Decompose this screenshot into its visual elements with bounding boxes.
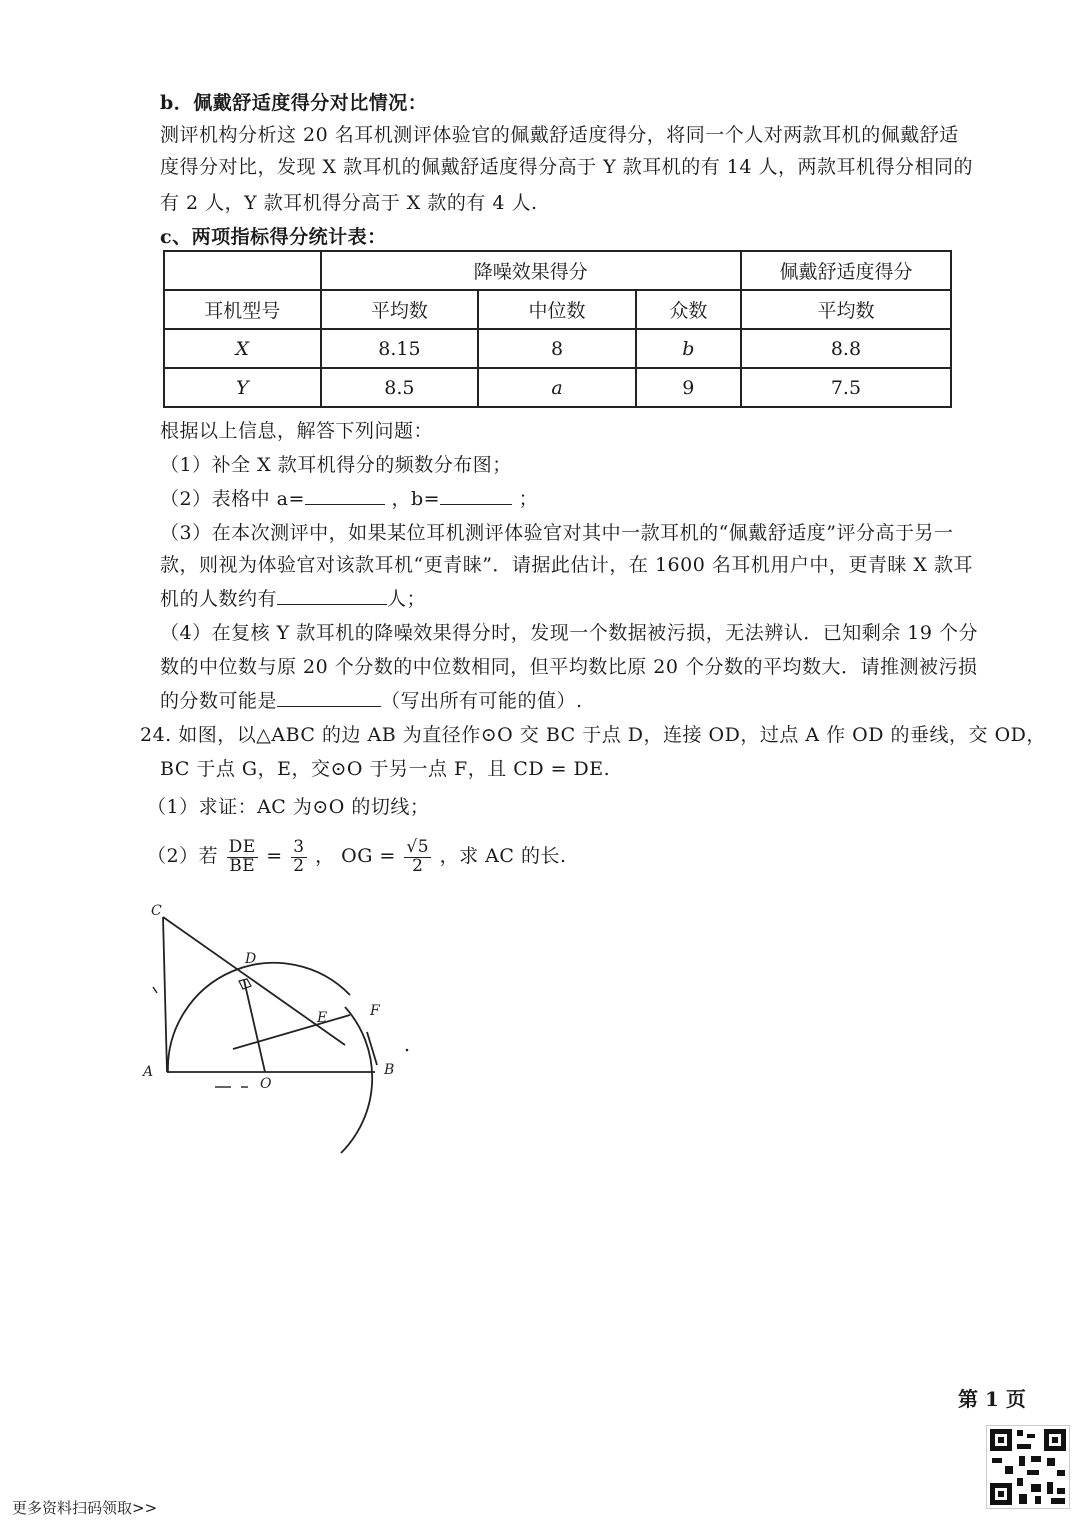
table-cell-mode: b [636,329,741,368]
segment-od [244,980,265,1072]
table-row [164,251,951,290]
question-2-prefix: （2）表格中 a= [160,488,305,510]
question-2 [160,484,538,511]
tick-mark [153,987,157,993]
footer-link[interactable]: 更多资料扫码领取>> [12,1499,158,1517]
question-4-suffix: （写出所有可能的值）. [381,690,583,712]
table-header-model: 耳机型号 [164,290,321,329]
question-4-line-3 [160,686,583,713]
table-cell-empty [164,251,321,290]
question-4-line-2: 数的中位数与原 20 个分数的中位数相同，但平均数比原 20 个分数的平均数大．请推测被污损 [160,656,978,678]
page-number: 第 1 页 [958,1387,1026,1411]
table-row [164,290,951,329]
table-cell-median: a [478,368,636,407]
label-b: B [384,1062,395,1078]
table-cell-mean: 8.5 [321,368,479,407]
part-2-prefix: （2）若 [147,845,219,867]
section-b-line-1: 测评机构分析这 20 名耳机测评体验官的佩戴舒适度得分，将同一个人对两款耳机的佩戴舒适 [160,124,959,146]
question-4-prefix: 的分数可能是 [160,690,278,712]
label-f: F [370,1003,380,1019]
fraction-numerator: DE [228,836,256,857]
circle-arc-right [341,1007,372,1153]
question-4-line-1: （4）在复核 Y 款耳机的降噪效果得分时，发现一个数据被污损，无法辨认．已知剩余 19 个分 [160,622,978,644]
segment-af [233,1015,350,1049]
label-o: O [260,1076,272,1092]
section-b-line-2: 度得分对比，发现 X 款耳机的佩戴舒适度得分高于 Y 款耳机的有 14 人，两款耳机得分相同的 [160,156,973,178]
label-d: D [245,951,257,967]
answer-blank-score[interactable] [277,690,381,707]
questions-intro: 根据以上信息，解答下列问题： [160,420,434,442]
part-2-suffix: ，求 AC 的长. [439,845,567,867]
question-3-suffix: 人； [387,588,427,610]
segment-ac [163,917,167,1072]
answer-blank-a[interactable] [305,488,385,505]
stats-table [163,250,952,408]
comma: ， [315,845,335,867]
table-cell-mode: 9 [636,368,741,407]
section-b-heading: b．佩戴舒适度得分对比情况： [160,92,428,114]
fraction-numerator: 3 [293,836,305,857]
fraction-denominator: 2 [293,855,305,876]
question-3-prefix: 机的人数约有 [160,588,278,610]
question-3-line-3 [160,584,426,611]
question-2-mid: ，b= [391,488,441,510]
fraction-denominator: BE [229,855,256,876]
table-cell-comfort-mean: 7.5 [741,368,951,407]
table-row [164,329,951,368]
table-cell-mean: 8.15 [321,329,479,368]
table-cell-model: Y [164,368,321,407]
label-e: E [317,1010,328,1026]
fraction-denominator: 2 [412,855,424,876]
qr-code-icon[interactable] [986,1425,1070,1509]
problem-24-line-1: 24. 如图，以△ABC 的边 AB 为直径作⊙O 交 BC 于点 D，连接 OD，过点 A 作 OD 的垂线，交 OD， [140,724,1046,746]
fraction-numerator: √5 [406,836,430,857]
equals-sign: = [266,845,283,867]
label-c: C [151,903,162,919]
section-b-line-3: 有 2 人，Y 款耳机得分高于 X 款的有 4 人. [160,192,538,214]
table-header-comfort: 佩戴舒适度得分 [741,251,951,290]
problem-24-line-2: BC 于点 G，E，交⊙O 于另一点 F，且 CD = DE. [160,758,611,780]
fraction-three-halves [291,836,306,876]
answer-blank-b[interactable] [440,488,512,505]
question-3-line-1: （3）在本次测评中，如果某位耳机测评体验官对其中一款耳机的“佩戴舒适度”评分高于另一 [160,522,954,544]
question-2-suffix: ； [518,488,539,510]
question-1: （1）补全 X 款耳机得分的频数分布图； [160,454,512,476]
table-header-noise: 降噪效果得分 [321,251,741,290]
section-c-heading: c、两项指标得分统计表： [160,226,387,248]
label-a: A [143,1064,154,1080]
geometry-figure [135,895,425,1160]
problem-24-part-1: （1）求证：AC 为⊙O 的切线； [147,796,430,818]
table-cell-median: 8 [478,329,636,368]
problem-24-part-2 [147,832,567,880]
table-row [164,368,951,407]
fraction-de-be [227,836,258,876]
answer-blank-count[interactable] [277,588,387,605]
table-cell-comfort-mean: 8.8 [741,329,951,368]
question-3-line-2: 款，则视为体验官对该款耳机“更青睐”．请据此估计，在 1600 名耳机用户中，更青睐 X 款耳 [160,554,973,576]
fraction-root5-half [404,836,431,876]
table-header-mean: 平均数 [321,290,479,329]
table-header-mode: 众数 [636,290,741,329]
table-header-comfort-mean: 平均数 [741,290,951,329]
table-header-median: 中位数 [478,290,636,329]
stray-dot [406,1049,409,1052]
table-cell-model: X [164,329,321,368]
og-label: OG = [341,845,396,867]
